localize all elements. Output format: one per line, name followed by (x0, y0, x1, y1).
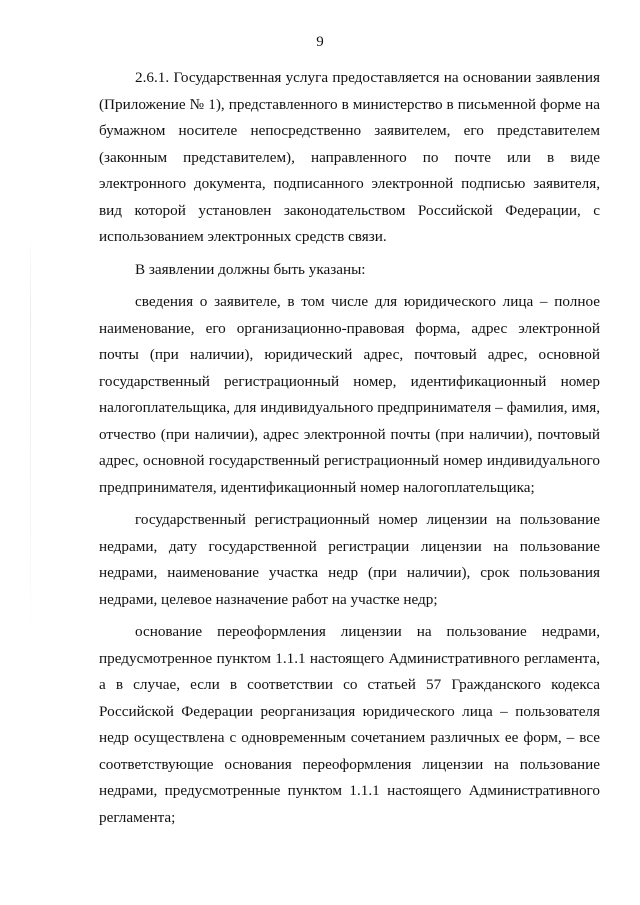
paragraph (99, 65, 600, 251)
paragraph-line: недрами, предусмотренные пунктом 1.1.1 настоящего Административного (99, 782, 600, 799)
paragraph-line: государственный регистрационный номер, идентификационный номер (99, 372, 600, 390)
paragraph-line: недр осуществлена с одновременным сочетанием различных ее форм, – все (99, 729, 600, 746)
paragraph-line: 2.6.1. Государственная услуга предоставляется на основании заявления (135, 69, 600, 86)
paragraph (99, 619, 600, 831)
document-body (99, 65, 600, 831)
paragraph-line: государственный регистрационный номер лицензии на пользование (135, 511, 600, 528)
paragraph-line: предпринимателя, идентификационный номер налогоплательщика; (99, 478, 535, 496)
paragraph-line: использованием электронных средств связи. (99, 228, 387, 245)
scan-margin-mark (30, 230, 31, 650)
paragraph-line: соответствующие основания переоформления лицензии на пользование (99, 755, 600, 773)
paragraph-line: бумажном носителе непосредственно заявителем, его представителем (99, 122, 600, 139)
paragraph-line: (законным представителем), направленного по почте или в виде (99, 148, 600, 166)
paragraph-line: электронного документа, подписанного электронной подписью заявителя, (99, 175, 600, 192)
paragraph-line: почты (при наличии), юридический адрес, почтовый адрес, основной (99, 346, 600, 363)
paragraph-line: недрами, наименование участка недр (при наличии), срок пользования (99, 564, 600, 581)
paragraph-line: основание переоформления лицензии на пользование недрами, (135, 623, 600, 640)
paragraph-line: недрами, целевое назначение работ на участке недр; (99, 590, 438, 608)
page-number: 9 (316, 34, 324, 50)
paragraph-line: недрами, дату государственной регистрации лицензии на пользование (99, 537, 600, 555)
paragraph-line: адрес, основной государственный регистрационный номер индивидуального (99, 452, 600, 469)
paragraph-line: налогоплательщика, для индивидуального предпринимателя – фамилия, имя, (99, 399, 600, 416)
paragraph-line: Российской Федерации реорганизация юридического лица – пользователя (99, 702, 600, 720)
paragraph (99, 257, 600, 284)
paragraph (99, 507, 600, 613)
paragraph-line: вид которой установлен законодательством Российской Федерации, с (99, 201, 600, 219)
paragraph-line: регламента; (99, 808, 176, 826)
paragraph-line: (Приложение № 1), представленного в министерство в письменной форме на (99, 95, 600, 113)
paragraph-line: сведения о заявителе, в том числе для юридического лица – полное (135, 293, 600, 310)
paragraph-line: а в случае, если в соответствии со статьей 57 Гражданского кодекса (99, 676, 600, 693)
paragraph-line: предусмотренное пунктом 1.1.1 настоящего Административного регламента, (99, 649, 600, 667)
paragraph-line: отчество (при наличии), адрес электронной почты (при наличии), почтовый (99, 425, 600, 443)
paragraph-line: В заявлении должны быть указаны: (135, 260, 366, 278)
paragraph-line: наименование, его организационно-правовая форма, адрес электронной (99, 319, 600, 337)
paragraph (99, 289, 600, 501)
